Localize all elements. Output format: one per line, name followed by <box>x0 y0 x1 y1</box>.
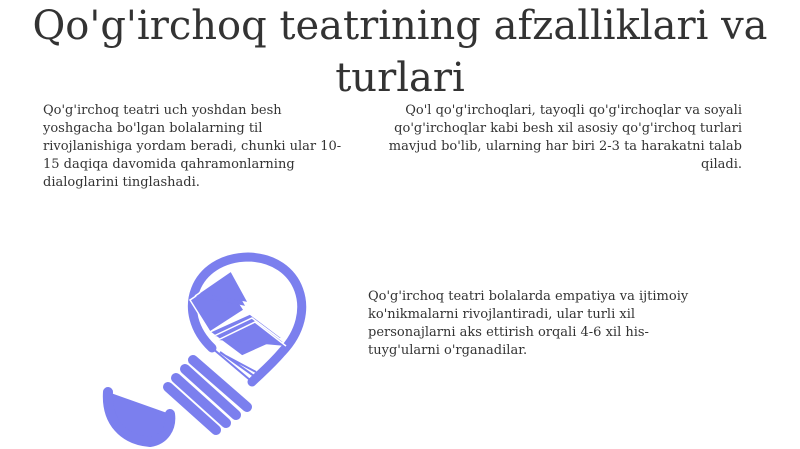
paragraph-empathy-skills: Qo'g'irchoq teatri bolalarda empatiya va ijtimoiy ko'nikmalarni rivojlantiradi, ular turli xil personajlarni aks ettirish orqali 4-6 xil his-tuyg'ularni o'rganadilar. <box>368 289 689 358</box>
lightbulb-book-icon <box>100 252 315 449</box>
paragraph-language-development: Qo'g'irchoq teatri uch yoshdan besh yoshgacha bo'lgan bolalarning til rivojlanishiga yordam beradi, chunki ular 10-15 daqiqa davomida qahramonlarning dialoglarini tinglashadi. <box>43 103 342 190</box>
paragraph-puppet-types: Qo'l qo'g'irchoqlari, tayoqli qo'g'irchoqlar va soyali qo'g'irchoqlar kabi besh xil asosiy qo'g'irchoq turlari mavjud bo'lib, ularning har biri 2-3 ta harakatni talab qiladi. <box>388 103 742 172</box>
page-title: Qo'g'irchoq teatrining afzalliklari va turlari <box>32 3 768 101</box>
bulb-base <box>168 360 247 430</box>
bulb-tip <box>108 392 170 442</box>
